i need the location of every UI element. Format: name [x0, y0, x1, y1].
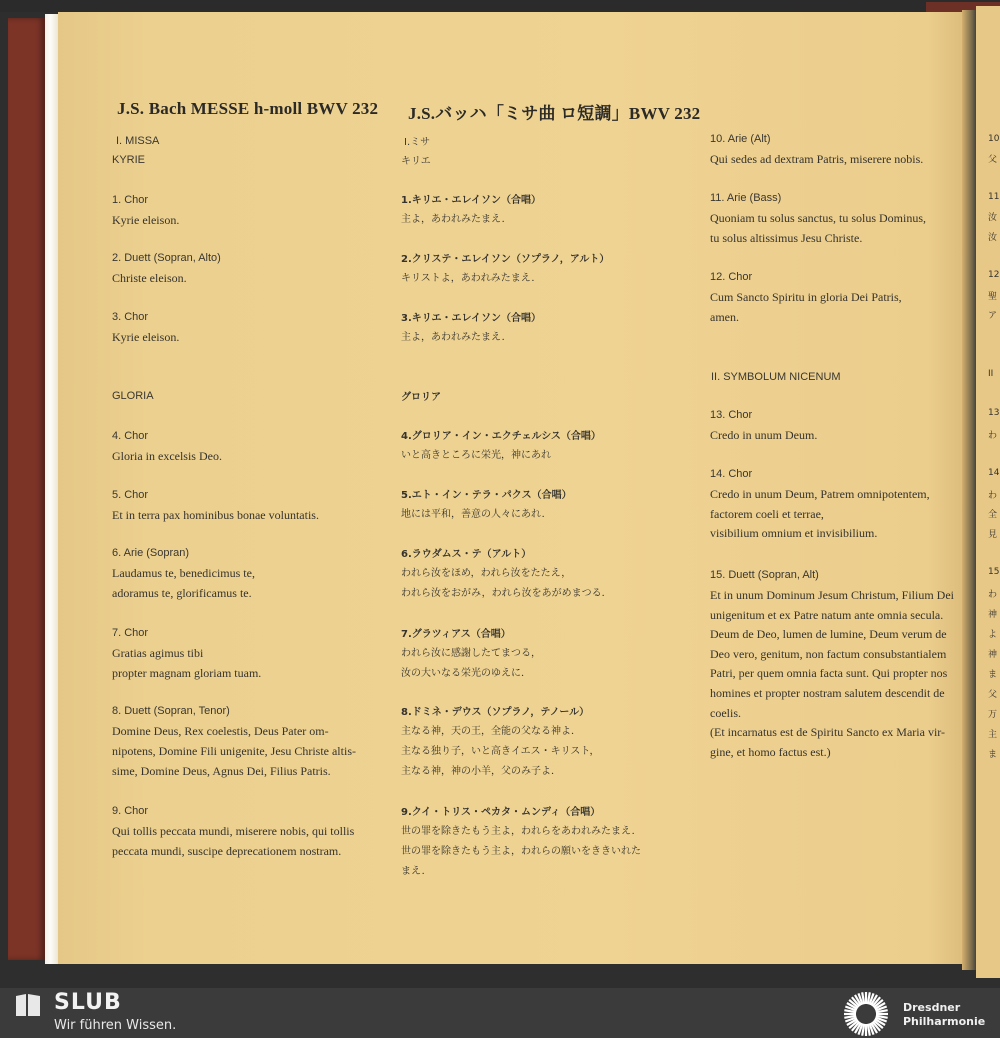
movement-text-line: 主よ，あわれみたまえ．: [401, 214, 512, 225]
cut-off-glyph: 聖: [988, 292, 998, 302]
movement-heading: 1. Chor: [112, 194, 149, 206]
kyrie-heading-jp: キリエ: [401, 156, 431, 167]
movement-text-line: sime, Domine Deus, Agnus Dei, Filius Patris.: [112, 764, 331, 778]
movement-heading: 14. Chor: [710, 468, 753, 480]
movement-text-line: peccata mundi, suscipe deprecationem nostram.: [112, 844, 342, 858]
movement-text-line: Credo in unum Deum.: [710, 428, 818, 442]
latin-title: J.S. Bach MESSE h-moll BWV 232: [117, 99, 379, 118]
movement-heading: 5.エト・イン・テラ・パクス（合唱）: [401, 490, 572, 501]
cut-off-glyph: 全: [988, 510, 998, 520]
movement-text-line: 主なる独り子，いと高きイエス・キリスト，: [401, 746, 600, 757]
movement-heading: 12. Chor: [710, 271, 753, 283]
movement-heading: 8.ドミネ・デウス（ソプラノ，テノール）: [401, 707, 590, 718]
movement-heading: 6.ラウダムス・テ（アルト）: [401, 549, 532, 560]
cut-off-glyph: 15: [988, 567, 1000, 577]
movement-heading: 5. Chor: [112, 489, 149, 501]
movement-heading: 7.グラツィアス（合唱）: [401, 629, 511, 640]
cut-off-glyph: 父: [988, 690, 998, 700]
movement-text-line: Deum de Deo, lumen de lumine, Deum verum de: [710, 627, 947, 642]
movement-text-line: propter magnam gloriam tuam.: [112, 666, 262, 680]
book-gutter: [962, 10, 976, 970]
cut-off-glyph: 11: [988, 192, 1000, 202]
movement-text-line: まえ．: [401, 866, 432, 877]
page-stack-edge: [45, 14, 59, 964]
movement-text-line: Et in terra pax hominibus bonae voluntatis.: [112, 508, 319, 522]
movement-heading: 6. Arie (Sopran): [112, 547, 190, 559]
movement-text-line: adoramus te, glorificamus te.: [112, 586, 252, 600]
philharmonie-sunburst-icon: [842, 990, 890, 1038]
slub-tagline: Wir führen Wissen.: [54, 1018, 177, 1033]
movement-text-line: unigenitum et ex Patre natum ante omnia secula.: [710, 607, 944, 622]
scan-top-border: [0, 0, 1000, 12]
movement-text-line: Qui tollis peccata mundi, miserere nobis, qui tollis: [112, 824, 355, 838]
movement-text-line: キリストよ，あわれみたまえ．: [401, 273, 542, 284]
movement-text-line: Gratias agimus tibi: [112, 646, 204, 660]
movement-heading: 4. Chor: [112, 430, 149, 442]
cut-off-glyph: 神: [988, 650, 998, 660]
cut-off-glyph: 万: [988, 710, 998, 720]
movement-heading: 13. Chor: [710, 409, 753, 421]
movement-text-line: Kyrie eleison.: [112, 330, 180, 344]
movement-text-line: Patri, per quem omnia facta sunt. Qui propter nos: [710, 666, 948, 681]
cut-off-glyph: 汝: [988, 213, 998, 223]
philharmonie-line1: Dresdner: [903, 1001, 961, 1014]
movement-heading: 7. Chor: [112, 627, 149, 639]
movement-text-line: gine, et homo factus est.): [710, 744, 831, 759]
movement-heading: 3.キリエ・エレイソン（合唱）: [401, 313, 542, 324]
gloria-heading: GLORIA: [112, 390, 154, 402]
movement-text-line: Christe eleison.: [112, 271, 187, 285]
movement-text-line: Et in unum Dominum Jesum Christum, Filium Dei: [710, 588, 955, 602]
cut-off-glyph: 見: [988, 530, 998, 540]
philharmonie-logo-text: [903, 1001, 985, 1029]
movement-text-line: 主なる神，天の王，全能の父なる神よ．: [401, 726, 581, 737]
movement-text-line: Quoniam tu solus sanctus, tu solus Dominus,: [710, 211, 927, 225]
cut-off-glyph: ア: [988, 311, 998, 321]
cut-off-glyph: 13: [988, 408, 1000, 418]
movement-heading: 10. Arie (Alt): [710, 133, 771, 145]
movement-heading: 3. Chor: [112, 311, 149, 323]
movement-heading: 2. Duett (Sopran, Alto): [112, 252, 221, 264]
cut-off-glyph: わ: [988, 431, 998, 441]
movement-heading: 9.クイ・トリス・ペカタ・ムンディ（合唱）: [401, 807, 601, 818]
movement-text-line: 主よ，あわれみたまえ．: [401, 332, 512, 343]
movement-text-line: 地には平和，善意の人々にあれ．: [401, 509, 552, 520]
movement-text-line: Kyrie eleison.: [112, 213, 180, 227]
movement-text-line: nipotens, Domine Fili unigenite, Jesu Christe altis-: [112, 744, 356, 758]
movement-text-line: Credo in unum Deum, Patrem omnipotentem,: [710, 487, 930, 501]
movement-text-line: factorem coeli et terrae,: [710, 506, 824, 521]
movement-text-line: Qui sedes ad dextram Patris, miserere nobis.: [710, 152, 924, 166]
movement-text-line: Laudamus te, benedicimus te,: [112, 566, 255, 580]
viewer-footer: [0, 988, 1000, 1038]
movement-text-line: 汝の大いなる栄光のゆえに．: [401, 668, 531, 679]
book-cover-spine: [8, 18, 45, 960]
movement-text-line: Cum Sancto Spiritu in gloria Dei Patris,: [710, 290, 902, 304]
cut-off-glyph: 神: [988, 610, 998, 620]
movement-heading: 1.キリエ・エレイソン（合唱）: [401, 195, 542, 206]
movement-text-line: (Et incarnatus est de Spiritu Sancto ex Maria vir-: [710, 725, 946, 740]
japanese-title: J.S.バッハ「ミサ曲 ロ短調」BWV 232: [408, 104, 701, 123]
cut-off-glyph: わ: [988, 590, 998, 600]
movement-text-line: Deo vero, genitum, non factum consubstantialem: [710, 646, 947, 661]
cut-off-glyph: ま: [988, 750, 998, 760]
movement-text-line: Gloria in excelsis Deo.: [112, 449, 222, 463]
cut-off-glyph: 12: [988, 270, 1000, 280]
section-missa-heading-jp: I.ミサ: [404, 137, 431, 148]
section-symbolum-heading: II. SYMBOLUM NICENUM: [711, 371, 841, 383]
gloria-heading-jp: グロリア: [401, 392, 441, 403]
kyrie-heading: KYRIE: [112, 154, 146, 166]
movement-heading: 15. Duett (Sopran, Alt): [710, 569, 819, 581]
cut-off-glyph: わ: [988, 491, 998, 501]
cut-off-glyph: 汝: [988, 233, 998, 243]
section-missa-heading: I. MISSA: [116, 135, 160, 147]
cut-off-glyph: 主: [988, 730, 998, 740]
cut-off-glyph: 父: [988, 155, 998, 165]
movement-text-line: tu solus altissimus Jesu Christe.: [710, 231, 863, 245]
cut-off-glyph: よ: [988, 630, 998, 640]
slub-logo-text: SLUB: [54, 990, 122, 1015]
cut-off-glyph: ま: [988, 670, 998, 680]
cut-off-glyph: 10: [988, 134, 1000, 144]
movement-text-line: Domine Deus, Rex coelestis, Deus Pater om-: [112, 724, 329, 738]
movement-heading: 9. Chor: [112, 805, 149, 817]
philharmonie-line2: Philharmonie: [903, 1015, 986, 1028]
movement-text-line: amen.: [710, 310, 739, 324]
movement-text-line: 世の罪を除きたもう主よ，われらをあわれみたまえ．: [401, 826, 642, 837]
slub-book-icon: [14, 992, 42, 1018]
movement-text-line: いと高きところに栄光，神にあれ: [401, 450, 551, 461]
movement-heading: 4.グロリア・イン・エクチェルシス（合唱）: [401, 431, 601, 442]
cut-off-glyph: 14: [988, 468, 1000, 478]
movement-text-line: coelis.: [710, 705, 741, 720]
movement-heading: 11. Arie (Bass): [710, 192, 782, 204]
movement-text-line: 主なる神，神の小羊，父のみ子よ．: [401, 766, 561, 777]
movement-heading: 8. Duett (Sopran, Tenor): [112, 705, 230, 717]
movement-text-line: visibilium omnium et invisibilium.: [710, 526, 878, 541]
movement-text-line: われら汝をほめ，われら汝をたたえ，: [401, 568, 572, 579]
cut-off-glyph: II: [988, 369, 994, 379]
movement-text-line: われら汝をおがみ，われら汝をあがめまつる．: [401, 588, 612, 599]
movement-text-line: われら汝に感謝したてまつる，: [401, 648, 541, 659]
movement-text-line: 世の罪を除きたもう主よ，われらの願いをききいれた: [401, 846, 641, 857]
movement-text-line: homines et propter nostram salutem descendit de: [710, 686, 945, 700]
movement-heading: 2.クリステ・エレイソン（ソプラノ，アルト）: [401, 254, 610, 265]
